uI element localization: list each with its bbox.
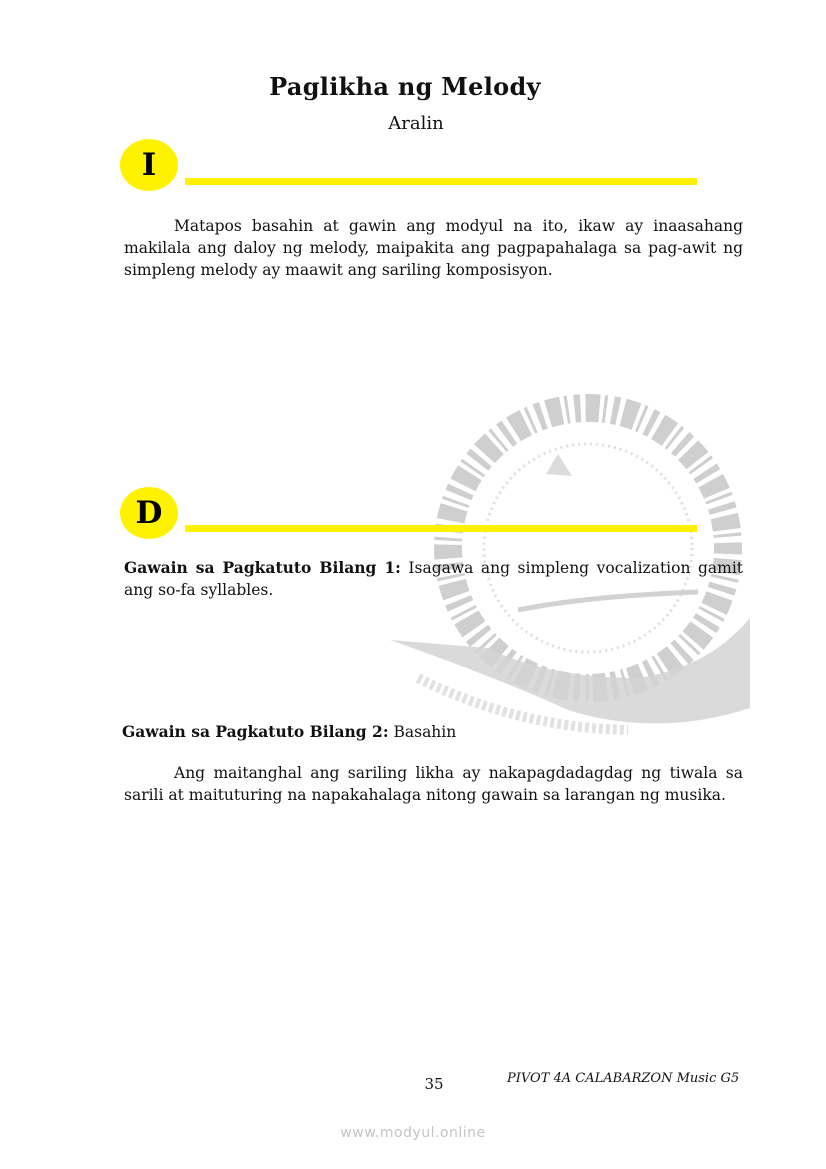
activity-1-text: Isagawa ang simpleng vocalization gamit ang so-fa syllables. <box>124 559 743 599</box>
section-d-badge: D <box>120 487 178 539</box>
activity-2-text: Basahin <box>393 723 457 741</box>
footer-title: PIVOT 4A CALABARZON Music G5 <box>507 1071 740 1086</box>
section-d-paragraph <box>124 762 743 806</box>
section-i-paragraph-text: Matapos basahin at gawin ang modyul na ito, ikaw ay inaasahang makilala ang daloy ng melody, maipakita ang pagpapahalaga sa pag-awit ng simpleng melody ay maawit ang sariling komposisyon. <box>124 217 743 279</box>
page-subtitle: Aralin <box>388 113 444 134</box>
section-d-rule <box>185 525 697 532</box>
section-d-paragraph-text: Ang maitanghal ang sariling likha ay nakapagdadagdag ng tiwala sa sarili at maituturing na napakahalaga nitong gawain sa larangan ng musika. <box>124 764 743 804</box>
site-watermark: www.modyul.online <box>340 1125 486 1141</box>
activity-2 <box>122 721 741 743</box>
section-i-rule <box>185 178 697 185</box>
activity-1 <box>124 557 743 601</box>
page-number: 35 <box>424 1075 444 1093</box>
section-i-paragraph <box>124 215 743 281</box>
section-i-badge: I <box>120 139 178 191</box>
page-title: Paglikha ng Melody <box>269 72 541 101</box>
activity-2-label: Gawain sa Pagkatuto Bilang 2: <box>122 722 389 741</box>
activity-1-label: Gawain sa Pagkatuto Bilang 1: <box>124 558 401 577</box>
